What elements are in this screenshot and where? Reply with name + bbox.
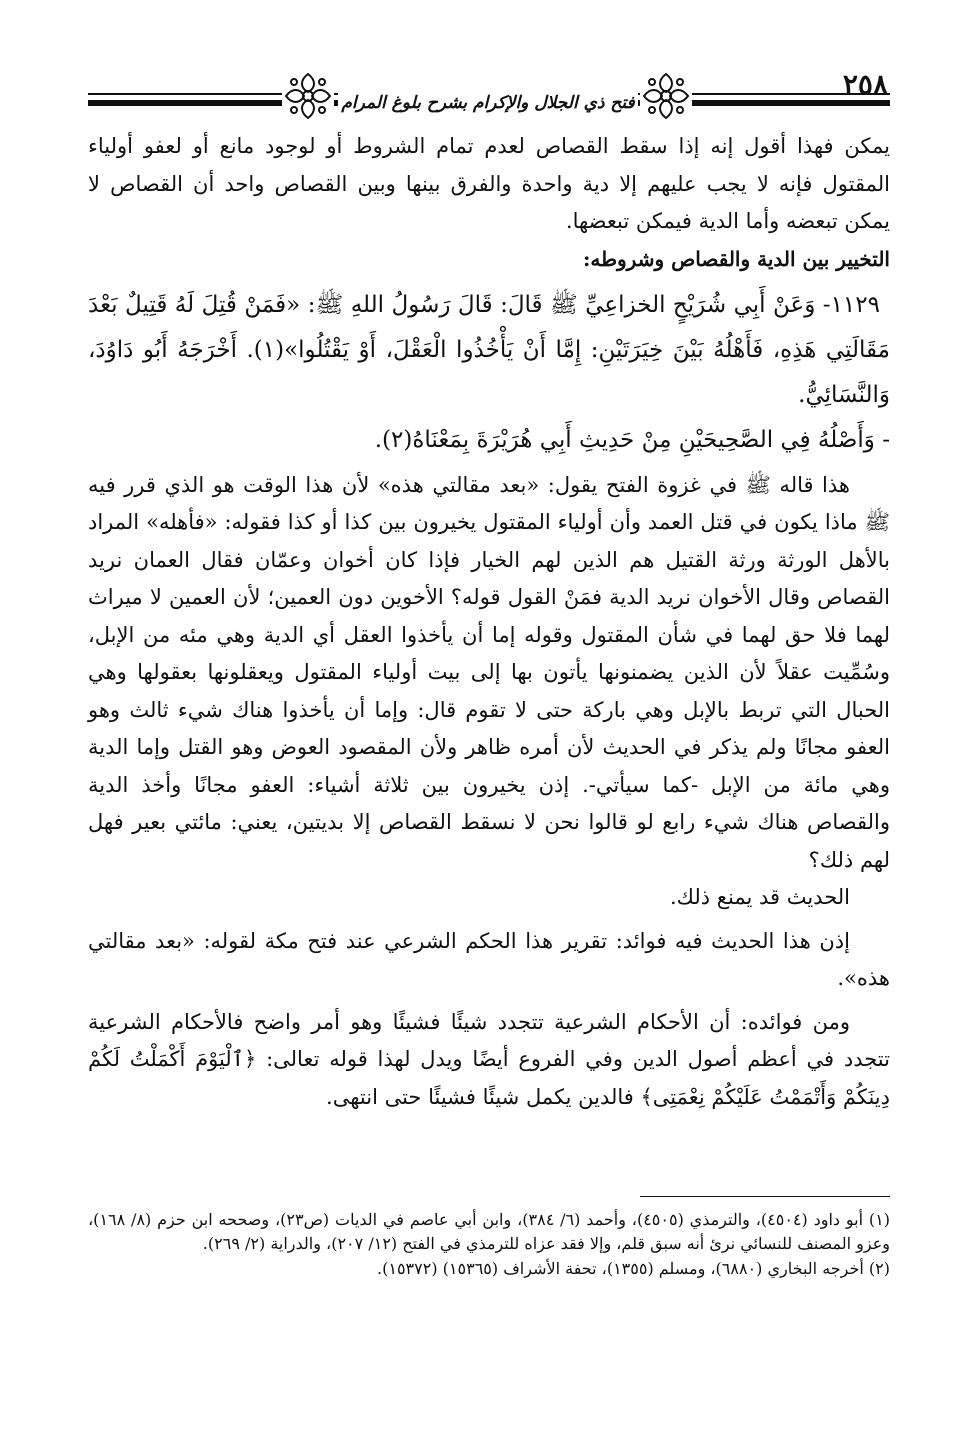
ornament-icon bbox=[640, 70, 692, 122]
section-heading: التخيير بين الدية والقصاص وشروطه: bbox=[583, 246, 890, 271]
paragraph: إذن هذا الحديث فيه فوائد: تقرير هذا الحكم الشرعي عند فتح مكة لقوله: «بعد مقالتي هذه». bbox=[88, 928, 890, 990]
paragraph: الحديث قد يمنع ذلك. bbox=[670, 885, 850, 909]
page-number: ٢٥٨ bbox=[842, 68, 888, 101]
hadith-note: - وَأَصْلُهُ فِي الصَّحِيحَيْنِ مِنْ حَدِيثِ أَبِي هُرَيْرَةَ بِمَعْنَاهُ(٢). bbox=[374, 426, 890, 453]
running-title: فتح ذي الجلال والإكرام بشرح بلوغ المرام bbox=[338, 88, 638, 118]
paragraph: يمكن فهذا أقول إنه إذا سقط القصاص لعدم تمام الشروط أو لوجود مانع أو لعفو أولياء المقتول فإنه لا يجب عليهم إلا دية واحدة والفرق بينها وبين القصاص واحد أن القصاص لا يمكن تبعضه وأما الدية فيمكن تبعضها. bbox=[88, 134, 890, 233]
paragraph: ومن فوائده: أن الأحكام الشرعية تتجدد شيئًا فشيئًا وهو أمر واضح فالأحكام الشرعية تتجدد في أعظم أصول الدين وفي الفروع أيضًا ويدل لهذا قوله تعالى: ﴿ٱلْيَوْمَ أَكْمَلْتُ لَكُمْ دِينَكُمْ وَأَتْمَمْتُ عَلَيْكُمْ نِعْمَتِى﴾ فالدين يكمل شيئًا فشيئًا حتى انتهى. bbox=[88, 1009, 890, 1109]
hadith-text: ١١٢٩- وَعَنْ أَبِي شُرَيْحٍ الخزاعِيِّ ﷺ قَالَ: قَالَ رَسُولُ اللهِ ﷺ: «فَمَنْ قُتِلَ لَهُ قَتِيلٌ بَعْدَ مَقَالَتِي هَذِهِ، فَأَهْلُهُ بَيْنَ خِيَرَتَيْنِ: إِمَّا أَنْ يَأْخُذُوا الْعَقْلَ، أَوْ يَقْتُلُوا»(١). أَخْرَجَهُ أَبُو دَاوُدَ، وَالنَّسَائِيُّ. bbox=[88, 291, 890, 408]
main-text bbox=[88, 128, 890, 1116]
footnotes bbox=[88, 1208, 890, 1282]
footnote: (٢) أخرجه البخاري (٦٨٨٠)، ومسلم (١٣٥٥)، تحفة الأشراف (١٥٣٦٥) (١٥٣٧٢). bbox=[377, 1259, 890, 1278]
ornament-icon bbox=[282, 70, 334, 122]
footnote-divider bbox=[640, 1196, 890, 1197]
page-header bbox=[88, 58, 890, 120]
footnote: (١) أبو داود (٤٥٠٤)، والترمذي (٤٥٠٥)، وأحمد (٦/ ٣٨٤)، وابن أبي عاصم في الديات (ص٢٣)، وصححه ابن حزم (٨/ ١٦٨)، وعزو المصنف للنسائي نرئ أنه سبق قلم، وإلا فقد عزاه للترمذي في الفتح (١٢/ ٢٠٧)، والدراية (٢/ ٢٦٩). bbox=[88, 1210, 891, 1253]
paragraph: هذا قاله ﷺ في غزوة الفتح يقول: «بعد مقالتي هذه» لأن هذا الوقت هو الذي قرر فيه ﷺ ماذا يكون في قتل العمد وأن أولياء المقتول يخيرون بين كذا أو كذا فقوله: «فأهله» المراد بالأهل الورثة ورثة القتيل هم الذين لهم الخيار فإذا كان أخوان وعمّان فقال العمان نريد القصاص وقال الأخوان نريد الدية فمَنْ القول قوله؟ الأخوين دون العمين؛ لأن العمين لا ميراث لهما فلا حق لهما في شأن المقتول وقوله إما أن يأخذوا العقل أي الدية وهي مئه من الإبل، وسُمِّيت عقلاً لأن الذين يضمنونها يأتون بها إلى بيت أولياء المقتول ويعقلونها بعقولها وهي الحبال التي تربط بالإبل وهي باركة حتى لا تقوم قال: وإما أن يأخذوا هناك شيء ثالث وهو العفو مجانًا ولم يذكر في الحديث لأن أمره ظاهر ولأن المقصود العوض وهو القتل وإما الدية وهي مائة من الإبل -كما سيأتي-. إذن يخيرون بين ثلاثة أشياء: العفو مجانًا وأخذ الدية والقصاص هناك شيء رابع لو قالوا نحن لا نسقط القصاص إلا بديتين، يعني: مائتي بعير فهل لهم ذلك؟ bbox=[88, 472, 890, 872]
